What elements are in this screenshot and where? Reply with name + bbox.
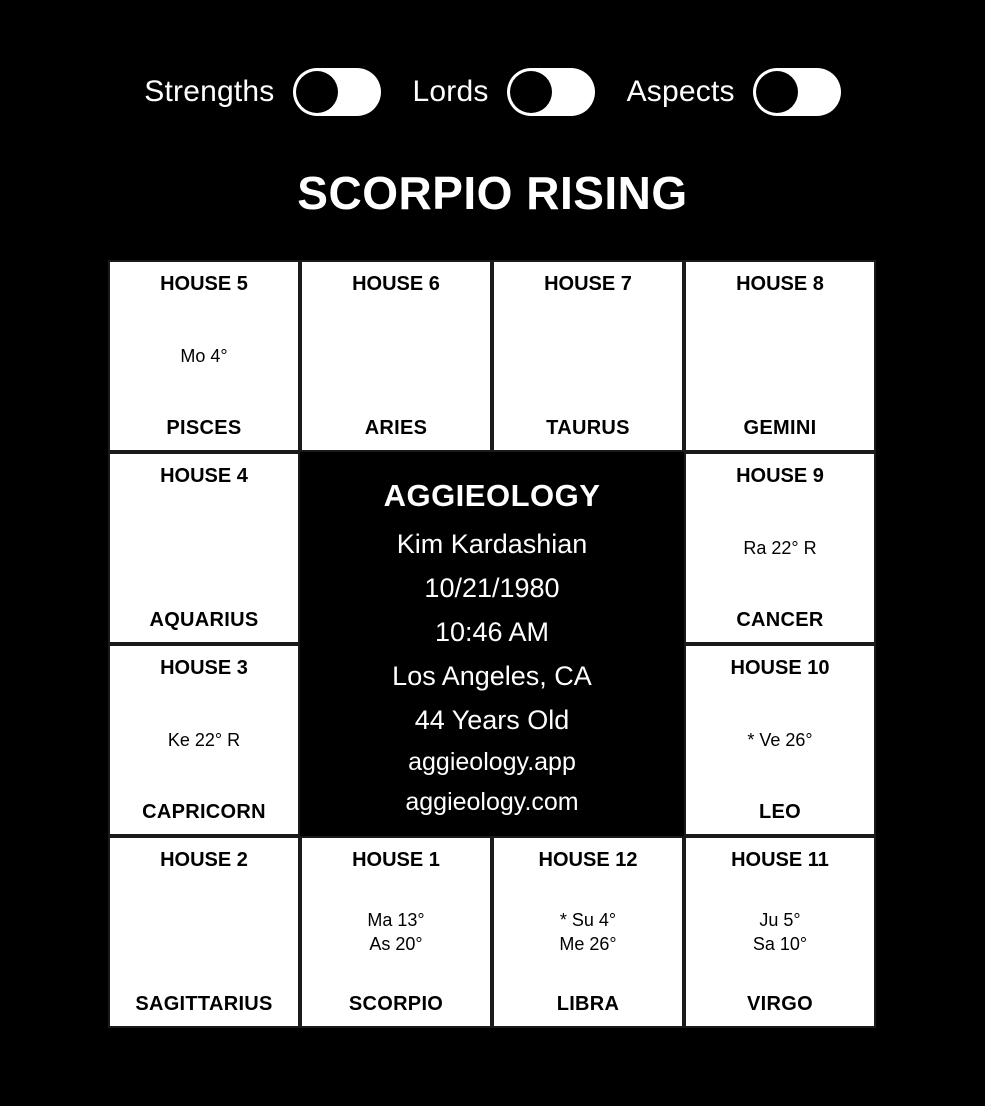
house-cell-8[interactable] bbox=[684, 260, 876, 452]
house-label: HOUSE 11 bbox=[731, 849, 829, 871]
planet-entry: Ke 22° R bbox=[167, 730, 241, 750]
toggle-bar bbox=[0, 66, 985, 118]
planet-entry: Me 26° bbox=[559, 934, 617, 954]
sign-label: VIRGO bbox=[747, 993, 813, 1015]
strengths-toggle-group bbox=[144, 68, 380, 116]
house-label: HOUSE 12 bbox=[538, 849, 638, 871]
strengths-toggle[interactable] bbox=[293, 68, 381, 116]
planet-entry: As 20° bbox=[369, 934, 423, 954]
house-label: HOUSE 7 bbox=[544, 273, 632, 295]
house-label: HOUSE 9 bbox=[736, 465, 824, 487]
planet-entry: Sa 10° bbox=[752, 934, 808, 954]
strengths-label: Strengths bbox=[144, 75, 275, 108]
house-cell-12[interactable] bbox=[492, 836, 684, 1028]
house-label: HOUSE 4 bbox=[160, 465, 248, 487]
page-title: SCORPIO RISING bbox=[297, 167, 688, 219]
house-cell-6[interactable] bbox=[300, 260, 492, 452]
lords-toggle[interactable] bbox=[507, 68, 595, 116]
sign-label: CANCER bbox=[736, 609, 824, 631]
sign-label: TAURUS bbox=[546, 417, 630, 439]
person-name: Kim Kardashian bbox=[396, 529, 588, 559]
planet-entry: Ra 22° R bbox=[743, 538, 817, 558]
house-label: HOUSE 1 bbox=[352, 849, 440, 871]
chart-center-info bbox=[300, 452, 684, 836]
planet-entry: Mo 4° bbox=[180, 346, 228, 366]
birth-time: 10:46 AM bbox=[434, 617, 550, 647]
house-label: HOUSE 5 bbox=[160, 273, 248, 295]
house-cell-1[interactable] bbox=[300, 836, 492, 1028]
sign-label: AQUARIUS bbox=[149, 609, 259, 631]
sign-label: LIBRA bbox=[556, 993, 620, 1015]
house-label: HOUSE 6 bbox=[352, 273, 440, 295]
planet-list bbox=[686, 536, 874, 560]
sign-label: LEO bbox=[758, 801, 801, 823]
planet-entry: * Su 4° bbox=[559, 910, 617, 930]
brand-name: AGGIEOLOGY bbox=[383, 478, 601, 513]
sign-label: ARIES bbox=[364, 417, 428, 439]
toggle-knob bbox=[756, 71, 798, 113]
sign-label: CAPRICORN bbox=[142, 801, 266, 823]
toggle-knob bbox=[296, 71, 338, 113]
aspects-label: Aspects bbox=[626, 75, 735, 108]
planet-list bbox=[494, 908, 682, 956]
house-label: HOUSE 3 bbox=[160, 657, 248, 679]
house-cell-2[interactable] bbox=[108, 836, 300, 1028]
lords-toggle-group bbox=[413, 68, 595, 116]
house-cell-3[interactable] bbox=[108, 644, 300, 836]
age-text: 44 Years Old bbox=[414, 705, 570, 735]
birth-date: 10/21/1980 bbox=[424, 573, 560, 603]
sign-label: GEMINI bbox=[743, 417, 817, 439]
house-label: HOUSE 10 bbox=[730, 657, 830, 679]
sign-label: PISCES bbox=[166, 417, 242, 439]
planet-list bbox=[110, 728, 298, 752]
house-cell-10[interactable] bbox=[684, 644, 876, 836]
house-label: HOUSE 8 bbox=[736, 273, 824, 295]
planet-entry: Ma 13° bbox=[367, 910, 425, 930]
aspects-toggle-group bbox=[627, 68, 841, 116]
planet-entry: Ju 5° bbox=[759, 910, 801, 930]
house-cell-9[interactable] bbox=[684, 452, 876, 644]
planet-list bbox=[686, 908, 874, 956]
web-link[interactable]: aggieology.com bbox=[405, 788, 579, 816]
lords-label: Lords bbox=[412, 75, 489, 108]
house-cell-11[interactable] bbox=[684, 836, 876, 1028]
chart-grid bbox=[108, 260, 876, 1028]
house-cell-4[interactable] bbox=[108, 452, 300, 644]
house-cell-5[interactable] bbox=[108, 260, 300, 452]
planet-list bbox=[302, 908, 490, 956]
app-link[interactable]: aggieology.app bbox=[408, 748, 576, 776]
aspects-toggle[interactable] bbox=[753, 68, 841, 116]
planet-entry: * Ve 26° bbox=[747, 730, 813, 750]
birth-place: Los Angeles, CA bbox=[392, 661, 592, 691]
toggle-knob bbox=[510, 71, 552, 113]
planet-list bbox=[686, 728, 874, 752]
sign-label: SCORPIO bbox=[348, 993, 444, 1015]
planet-list bbox=[110, 344, 298, 368]
house-label: HOUSE 2 bbox=[160, 849, 248, 871]
sign-label: SAGITTARIUS bbox=[135, 993, 273, 1015]
house-cell-7[interactable] bbox=[492, 260, 684, 452]
